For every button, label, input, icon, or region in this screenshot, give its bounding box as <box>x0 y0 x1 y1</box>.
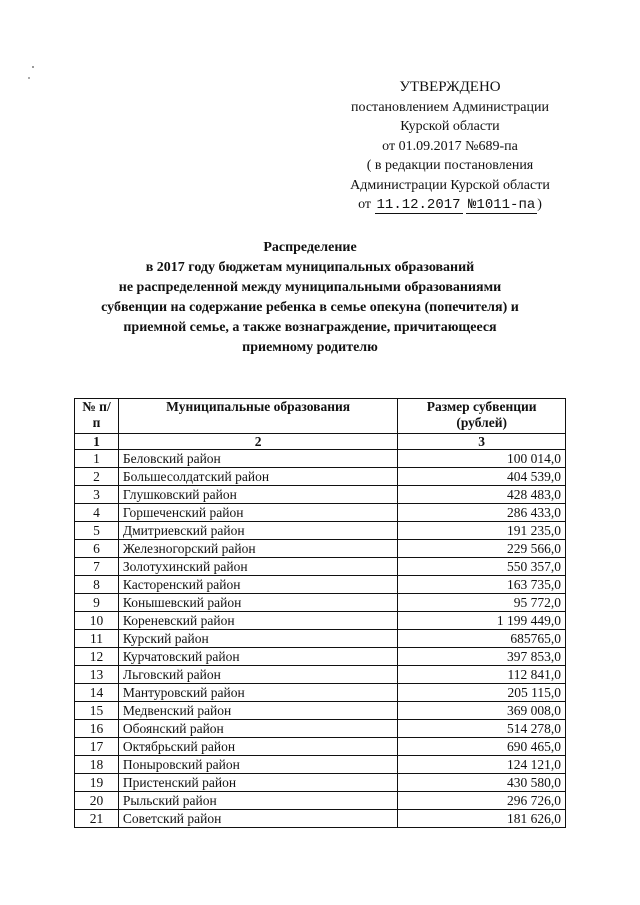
row-number: 18 <box>75 756 119 774</box>
row-number: 7 <box>75 558 119 576</box>
title-line: Распределение <box>263 240 357 255</box>
row-municipality: Дмитриевский район <box>118 522 397 540</box>
row-amount: 690 465,0 <box>398 738 566 756</box>
title-line: субвенции на содержание ребенка в семье опекуна (попечителя) и <box>101 300 519 315</box>
title-line: не распределенной между муниципальными образованиями <box>118 280 502 295</box>
row-amount: 514 278,0 <box>398 720 566 738</box>
header-number: № п/п <box>75 399 119 434</box>
row-number: 20 <box>75 792 119 810</box>
table-row <box>75 522 566 540</box>
row-municipality: Касторенский район <box>118 576 397 594</box>
amendment-number: №1011-па <box>468 197 536 213</box>
scan-speck <box>28 77 30 79</box>
table-row <box>75 738 566 756</box>
approval-line: постановлением Администрации <box>351 99 549 115</box>
row-number: 15 <box>75 702 119 720</box>
row-amount: 286 433,0 <box>398 504 566 522</box>
row-amount: 124 121,0 <box>398 756 566 774</box>
row-amount: 369 008,0 <box>398 702 566 720</box>
title-line: приемной семье, а также вознаграждение, причитающееся <box>123 320 497 335</box>
row-amount: 112 841,0 <box>398 666 566 684</box>
row-number: 3 <box>75 486 119 504</box>
table-row <box>75 504 566 522</box>
amendment-date-line <box>330 195 570 216</box>
approval-line: ( в редакции постановления <box>366 158 534 173</box>
amendment-prefix: от <box>358 197 372 212</box>
row-municipality: Льговский район <box>118 666 397 684</box>
row-number: 2 <box>75 468 119 486</box>
row-municipality: Курский район <box>118 630 397 648</box>
document-title <box>90 238 530 358</box>
table-row <box>75 468 566 486</box>
title-line: в 2017 году бюджетам муниципальных образований <box>145 260 475 275</box>
row-number: 19 <box>75 774 119 792</box>
row-number: 5 <box>75 522 119 540</box>
row-number: 11 <box>75 630 119 648</box>
table-row <box>75 612 566 630</box>
row-amount: 163 735,0 <box>398 576 566 594</box>
row-amount: 100 014,0 <box>398 450 566 468</box>
row-municipality: Большесолдатский район <box>118 468 397 486</box>
row-amount: 404 539,0 <box>398 468 566 486</box>
row-number: 16 <box>75 720 119 738</box>
column-index: 2 <box>118 434 397 450</box>
table-row <box>75 684 566 702</box>
row-municipality: Конышевский район <box>118 594 397 612</box>
title-line: приемному родителю <box>242 340 378 355</box>
row-amount: 685765,0 <box>398 630 566 648</box>
row-number: 6 <box>75 540 119 558</box>
row-amount: 1 199 449,0 <box>398 612 566 630</box>
row-municipality: Глушковский район <box>118 486 397 504</box>
column-index: 3 <box>398 434 566 450</box>
header-amount: Размер субвенции (рублей) <box>398 399 566 434</box>
row-number: 10 <box>75 612 119 630</box>
row-municipality: Мантуровский район <box>118 684 397 702</box>
row-municipality: Золотухинский район <box>118 558 397 576</box>
header-municipality: Муниципальные образования <box>118 399 397 434</box>
row-number: 9 <box>75 594 119 612</box>
row-amount: 191 235,0 <box>398 522 566 540</box>
table-row <box>75 756 566 774</box>
row-municipality: Горшеченский район <box>118 504 397 522</box>
row-municipality: Советский район <box>118 810 397 828</box>
table-row <box>75 630 566 648</box>
row-number: 13 <box>75 666 119 684</box>
table-row <box>75 594 566 612</box>
row-amount: 428 483,0 <box>398 486 566 504</box>
table-row <box>75 558 566 576</box>
row-number: 8 <box>75 576 119 594</box>
approval-line: от 01.09.2017 №689-па <box>382 138 518 154</box>
row-number: 17 <box>75 738 119 756</box>
row-number: 1 <box>75 450 119 468</box>
approval-stamp-block <box>330 78 570 216</box>
row-amount: 397 853,0 <box>398 648 566 666</box>
row-municipality: Рыльский район <box>118 792 397 810</box>
row-amount: 205 115,0 <box>398 684 566 702</box>
table-row <box>75 720 566 738</box>
table-row <box>75 702 566 720</box>
row-amount: 229 566,0 <box>398 540 566 558</box>
row-number: 4 <box>75 504 119 522</box>
row-amount: 181 626,0 <box>398 810 566 828</box>
amendment-date: 11.12.2017 <box>376 197 461 213</box>
row-number: 12 <box>75 648 119 666</box>
row-municipality: Октябрьский район <box>118 738 397 756</box>
row-municipality: Обоянский район <box>118 720 397 738</box>
column-index: 1 <box>75 434 119 450</box>
row-municipality: Железногорский район <box>118 540 397 558</box>
table-row <box>75 810 566 828</box>
row-municipality: Беловский район <box>118 450 397 468</box>
approval-line: Администрации Курской области <box>350 177 550 193</box>
table-row <box>75 666 566 684</box>
row-municipality: Курчатовский район <box>118 648 397 666</box>
table-row <box>75 774 566 792</box>
table-row <box>75 450 566 468</box>
row-municipality: Пристенский район <box>118 774 397 792</box>
row-amount: 550 357,0 <box>398 558 566 576</box>
table-row <box>75 648 566 666</box>
approval-heading: УТВЕРЖДЕНО <box>399 79 501 95</box>
row-municipality: Кореневский район <box>118 612 397 630</box>
row-amount: 430 580,0 <box>398 774 566 792</box>
row-municipality: Поныровский район <box>118 756 397 774</box>
table-row <box>75 792 566 810</box>
row-number: 21 <box>75 810 119 828</box>
scan-speck <box>32 66 34 68</box>
table-row <box>75 576 566 594</box>
row-municipality: Медвенский район <box>118 702 397 720</box>
row-amount: 296 726,0 <box>398 792 566 810</box>
table-row <box>75 540 566 558</box>
row-number: 14 <box>75 684 119 702</box>
row-amount: 95 772,0 <box>398 594 566 612</box>
subvention-table <box>74 398 566 828</box>
amendment-suffix: ) <box>537 197 542 212</box>
table-row <box>75 486 566 504</box>
approval-line: Курской области <box>400 119 500 134</box>
